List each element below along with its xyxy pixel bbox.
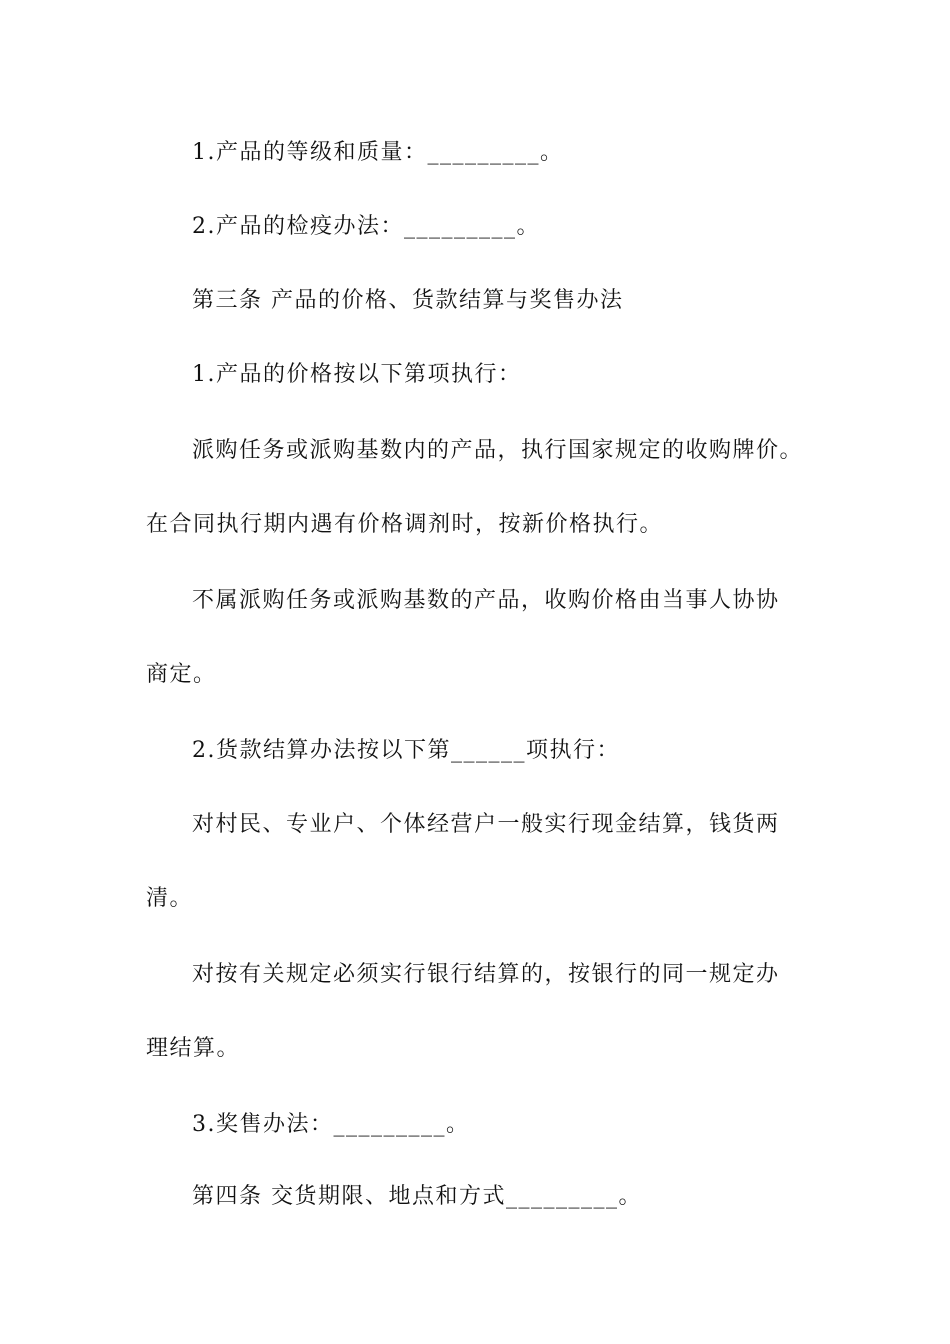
paragraph-bank-settlement-line-1: 对按有关规定必须实行银行结算的，按银行的同一规定办 xyxy=(192,962,780,987)
paragraph-product-grade-quality: 1.产品的等级和质量：_________。 xyxy=(192,140,564,165)
paragraph-quota-price-line-1: 派购任务或派购基数内的产品，执行国家规定的收购牌价。 xyxy=(192,438,804,463)
article-3-heading: 第三条 产品的价格、货款结算与奖售办法 xyxy=(192,288,624,313)
paragraph-bank-settlement-line-2: 理结算。 xyxy=(146,1036,241,1061)
paragraph-cash-settlement-line-2: 清。 xyxy=(146,886,194,911)
paragraph-quota-price-line-2: 在合同执行期内遇有价格调剂时，按新价格执行。 xyxy=(146,512,664,537)
paragraph-quarantine-method: 2.产品的检疫办法：_________。 xyxy=(192,214,540,239)
paragraph-non-quota-line-2: 商定。 xyxy=(146,662,217,687)
paragraph-settlement-item: 2.货款结算办法按以下第______项执行： xyxy=(192,738,620,763)
article-4-heading: 第四条 交货期限、地点和方式_________。 xyxy=(192,1184,642,1209)
paragraph-cash-settlement-line-1: 对村民、专业户、个体经营户一般实行现金结算，钱货两 xyxy=(192,812,780,837)
paragraph-non-quota-line-1: 不属派购任务或派购基数的产品，收购价格由当事人协协 xyxy=(192,588,780,613)
paragraph-reward-sale-method: 3.奖售办法：_________。 xyxy=(192,1112,470,1137)
paragraph-price-item: 1.产品的价格按以下第项执行： xyxy=(192,362,522,387)
